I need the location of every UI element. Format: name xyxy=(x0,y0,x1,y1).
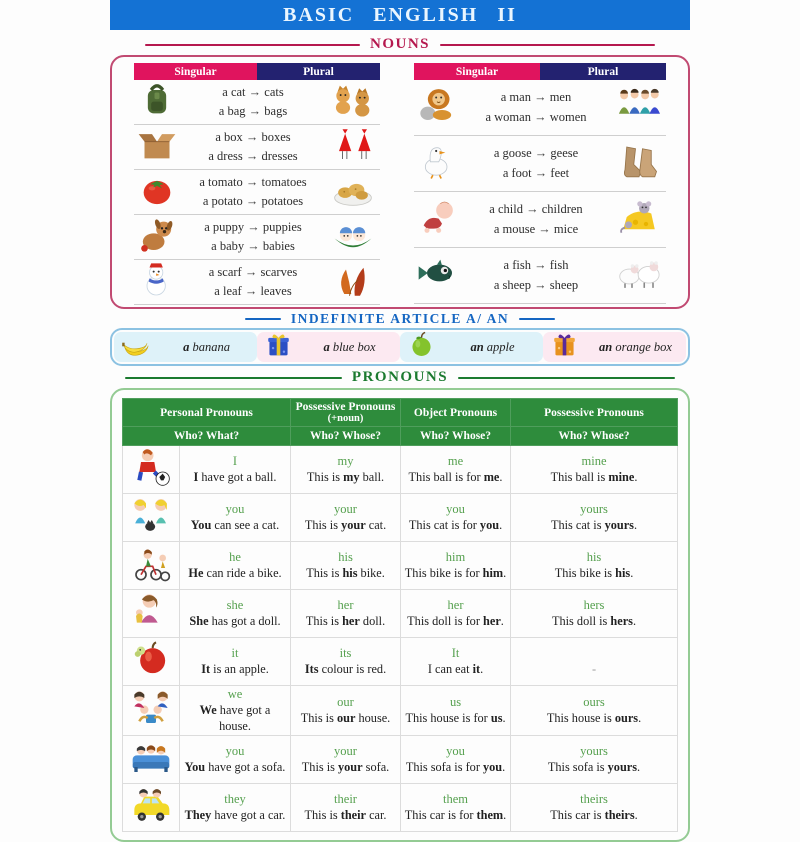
arrow-icon: → xyxy=(534,165,548,180)
pronoun-sentence: This car is theirs. xyxy=(550,808,638,822)
pronoun-word: their xyxy=(334,792,357,806)
two-cats-icon xyxy=(328,79,378,126)
arrow-icon: → xyxy=(248,104,262,118)
noun-pair-line: a sheep → sheep xyxy=(493,277,579,292)
pronoun-row xyxy=(123,542,678,590)
pronoun-cell xyxy=(291,590,401,638)
pronoun-sentence: We have got a house. xyxy=(199,703,271,733)
arrow-icon: → xyxy=(526,202,539,217)
kids-on-bikes-icon xyxy=(128,570,174,587)
noun-row-icon-wrap xyxy=(414,253,460,298)
divider-line xyxy=(440,44,655,46)
noun-row-icon-wrap xyxy=(134,125,180,170)
pronoun-word: his xyxy=(338,550,353,564)
arrow-icon: → xyxy=(244,264,258,279)
pronoun-cell xyxy=(401,784,511,832)
pronoun-row xyxy=(123,590,678,638)
article-example-icon-wrap xyxy=(400,330,442,364)
pronoun-word: they xyxy=(224,792,246,806)
noun-pair-text xyxy=(180,263,326,302)
pronoun-sentence: This ball is mine. xyxy=(550,470,638,484)
noun-row-icon-wrap xyxy=(414,85,460,130)
pronoun-sentence: This doll is for her. xyxy=(407,614,504,628)
noun-row xyxy=(414,192,666,248)
pronoun-word: hers xyxy=(583,598,605,612)
arrow-icon: → xyxy=(245,149,259,163)
pronoun-word: it xyxy=(231,646,239,660)
arrow-icon: → xyxy=(244,284,258,298)
noun-pair-line: a woman → women xyxy=(485,109,587,124)
pronoun-sentence: You have got a sofa. xyxy=(184,760,286,774)
bananas-icon xyxy=(121,330,150,364)
noun-row-icon-wrap xyxy=(414,141,460,186)
pronoun-sentence: They have got a car. xyxy=(184,808,286,822)
article-example-label: a blue box xyxy=(323,339,376,354)
plural-column-header: Plural xyxy=(540,63,666,80)
pronoun-word: yours xyxy=(580,744,608,758)
tomato-icon xyxy=(137,170,177,215)
girls-with-cat-icon xyxy=(128,522,174,539)
divider-line xyxy=(245,318,281,320)
noun-pair-line: a foot → feet xyxy=(502,165,570,180)
pronoun-row xyxy=(123,736,678,784)
pronouns-box xyxy=(110,388,690,842)
pronoun-sentence: This bike is his. xyxy=(554,566,634,580)
arrow-icon: → xyxy=(534,258,547,273)
noun-pair-text xyxy=(180,83,326,122)
pronoun-sentence: This is our house. xyxy=(300,711,391,725)
pronoun-cell xyxy=(511,736,678,784)
noun-pair-line: a tomato → tomatoes xyxy=(199,174,307,189)
pronoun-word: its xyxy=(339,646,352,660)
pronoun-cell xyxy=(291,542,401,590)
noun-pair-line: a leaf → leaves xyxy=(214,284,292,298)
nouns-title: NOUNS xyxy=(370,36,431,52)
noun-pair-text xyxy=(460,200,612,239)
pronouns-table xyxy=(122,398,678,832)
pronoun-word: us xyxy=(449,695,462,709)
pronoun-sentence: This is your cat. xyxy=(304,518,387,532)
noun-pair-text xyxy=(460,256,612,295)
arrow-icon: → xyxy=(534,146,548,161)
arrow-icon: → xyxy=(245,174,259,189)
pronoun-cell xyxy=(180,686,291,736)
mice-cheese-icon xyxy=(614,196,664,243)
pronoun-sentence: I can eat it. xyxy=(427,662,484,676)
article-example-label: an orange box xyxy=(599,339,672,354)
cardboard-box-icon xyxy=(137,125,177,170)
divider-line xyxy=(125,377,342,379)
babies-peapod-icon xyxy=(328,214,378,261)
pronoun-cell xyxy=(511,590,678,638)
family-on-sofa-icon xyxy=(128,764,174,781)
pronoun-sentence: This house is for us. xyxy=(405,711,506,725)
pronoun-sentence: You can see a cat. xyxy=(190,518,280,532)
noun-row-icon-wrap xyxy=(414,197,460,242)
noun-pair-line: a goose → geese xyxy=(493,146,579,161)
two-dresses-icon xyxy=(328,124,378,171)
pronoun-sentence: This is their car. xyxy=(304,808,387,822)
pronoun-word: you xyxy=(446,502,465,516)
two-sheep-icon xyxy=(614,252,664,299)
pronoun-cell xyxy=(511,638,678,686)
noun-row-image-wrap xyxy=(326,259,380,306)
column-header-personal: Personal Pronouns xyxy=(123,399,291,427)
pronoun-word: our xyxy=(337,695,354,709)
singular-column-header: Singular xyxy=(414,63,540,80)
pronoun-cell xyxy=(401,590,511,638)
girl-with-doll-icon xyxy=(128,618,174,635)
noun-pair-text xyxy=(180,173,326,212)
pronoun-cell xyxy=(511,686,678,736)
noun-row-icon-wrap xyxy=(134,170,180,215)
pronoun-word xyxy=(514,646,674,661)
pronoun-row-image-cell xyxy=(123,542,180,590)
boots-icon xyxy=(614,140,664,187)
pronoun-cell xyxy=(291,784,401,832)
pronoun-row xyxy=(123,494,678,542)
arrow-icon: → xyxy=(245,194,259,208)
noun-row-image-wrap xyxy=(326,124,380,171)
pronoun-word: ours xyxy=(583,695,605,709)
pronoun-word: yours xyxy=(580,502,608,516)
noun-row xyxy=(134,125,380,170)
noun-pair-line: a baby → babies xyxy=(211,239,295,253)
article-example-icon-wrap xyxy=(257,330,299,364)
pronoun-sentence: This is his bike. xyxy=(306,566,385,580)
pronoun-cell xyxy=(291,494,401,542)
subheader-who-what: Who? What? xyxy=(123,427,291,446)
pronoun-word: we xyxy=(227,687,243,701)
column-header-possessive-noun: Possessive Pronouns (+noun) xyxy=(291,399,401,427)
pronoun-cell xyxy=(511,784,678,832)
pronoun-word: them xyxy=(443,792,469,806)
pronoun-sentence: This ball is for me. xyxy=(408,470,503,484)
subheader-who-whose: Who? Whose? xyxy=(401,427,511,446)
pronoun-cell xyxy=(291,638,401,686)
singular-column-header: Singular xyxy=(134,63,257,80)
pronoun-sentence: This is her doll. xyxy=(305,614,386,628)
pronoun-sentence: This house is ours. xyxy=(546,711,642,725)
divider-line xyxy=(519,318,555,320)
pronoun-sentence: It is an apple. xyxy=(201,662,269,676)
pronoun-cell xyxy=(180,736,291,784)
pronoun-row xyxy=(123,686,678,736)
pronoun-cell xyxy=(291,446,401,494)
pronoun-word: theirs xyxy=(580,792,608,806)
pronoun-word: I xyxy=(232,454,238,468)
noun-pair-line: a cat → cats xyxy=(222,84,284,99)
autumn-leaves-icon xyxy=(328,259,378,306)
pronoun-cell xyxy=(180,784,291,832)
orange-gift-box-icon xyxy=(550,330,579,364)
arrow-icon: → xyxy=(538,221,551,236)
noun-pair-line: a puppy → puppies xyxy=(204,219,302,234)
noun-row xyxy=(134,80,380,125)
pronoun-row-image-cell xyxy=(123,446,180,494)
noun-pair-text xyxy=(180,218,326,257)
article-example-icon-wrap xyxy=(114,330,156,364)
arrow-icon: → xyxy=(534,277,547,292)
crawling-baby-icon xyxy=(417,197,457,242)
nouns-table-left xyxy=(134,63,380,305)
pronoun-row-image-cell xyxy=(123,590,180,638)
nouns-table-header xyxy=(134,63,380,80)
pronoun-cell xyxy=(401,542,511,590)
pronoun-word: your xyxy=(334,744,357,758)
pronouns-section-header xyxy=(125,369,675,386)
pronoun-sentence: She has got a doll. xyxy=(189,614,281,628)
noun-pair-text xyxy=(460,88,612,127)
pronoun-sentence: This doll is hers. xyxy=(551,614,637,628)
noun-pair-text xyxy=(460,144,612,183)
pronoun-sentence: I have got a ball. xyxy=(193,470,277,484)
pronoun-word: you xyxy=(446,744,465,758)
pronoun-row xyxy=(123,446,678,494)
column-header-possessive: Possessive Pronouns xyxy=(511,399,678,427)
pronoun-row-image-cell xyxy=(123,494,180,542)
pronoun-row-image-cell xyxy=(123,638,180,686)
puppy-icon xyxy=(137,215,177,260)
noun-pair-line: a box → boxes xyxy=(215,129,291,144)
pronoun-word: you xyxy=(225,744,245,758)
pronoun-word: him xyxy=(445,550,466,564)
noun-row xyxy=(134,260,380,305)
pronoun-sentence: This car is for them. xyxy=(404,808,507,822)
arrow-icon: → xyxy=(534,90,547,105)
noun-pair-line: a bag → bags xyxy=(218,104,288,118)
blue-gift-box-icon xyxy=(264,330,293,364)
nouns-section-header xyxy=(145,36,655,53)
poster-sheet xyxy=(110,0,690,842)
article-section-header xyxy=(245,311,555,327)
pronoun-row xyxy=(123,638,678,686)
noun-pair-line: a dress → dresses xyxy=(208,149,298,163)
article-example xyxy=(114,332,257,362)
pronoun-cell xyxy=(401,494,511,542)
noun-row-image-wrap xyxy=(326,214,380,261)
family-group-icon xyxy=(128,715,174,732)
noun-pair-line: a child → children xyxy=(489,202,583,217)
page-title: BASIC ENGLISH II xyxy=(110,0,690,30)
apple-with-worm-icon xyxy=(128,666,174,683)
pronoun-cell xyxy=(180,638,291,686)
noun-pair-line: a scarf → scarves xyxy=(208,264,298,279)
potato-plate-icon xyxy=(328,169,378,216)
lion-icon xyxy=(417,85,457,130)
pronoun-cell xyxy=(180,542,291,590)
noun-row-icon-wrap xyxy=(134,215,180,260)
pronoun-cell xyxy=(291,736,401,784)
fish-icon xyxy=(417,253,457,298)
pronoun-word: she xyxy=(226,598,244,612)
divider-line xyxy=(458,377,675,379)
pronoun-word: mine xyxy=(581,454,607,468)
noun-row-image-wrap xyxy=(612,84,666,131)
pronoun-word: It xyxy=(451,646,460,660)
pronoun-cell xyxy=(511,542,678,590)
pronoun-word: his xyxy=(586,550,602,564)
arrow-icon: → xyxy=(248,84,262,99)
pronoun-cell xyxy=(291,686,401,736)
pronoun-cell xyxy=(511,494,678,542)
pronoun-row-image-cell xyxy=(123,784,180,832)
noun-row-icon-wrap xyxy=(134,260,180,305)
arrow-icon: → xyxy=(247,219,260,234)
pronoun-cell xyxy=(401,736,511,784)
noun-row-image-wrap xyxy=(326,79,380,126)
noun-row xyxy=(414,80,666,136)
pronoun-word: your xyxy=(334,502,357,516)
noun-row-image-wrap xyxy=(612,140,666,187)
article-example xyxy=(400,332,543,362)
noun-pair-line: a man → men xyxy=(500,90,572,105)
goose-icon xyxy=(417,141,457,186)
subheader-who-whose: Who? Whose? xyxy=(511,427,678,446)
pronoun-word: her xyxy=(447,598,464,612)
arrow-icon: → xyxy=(534,109,547,124)
pronoun-word: he xyxy=(229,550,241,564)
pronoun-sentence: This cat is for you. xyxy=(408,518,503,532)
pronoun-word: you xyxy=(225,502,245,516)
nouns-table-header xyxy=(414,63,666,80)
pronoun-row xyxy=(123,784,678,832)
column-header-object: Object Pronouns xyxy=(401,399,511,427)
noun-row-image-wrap xyxy=(612,196,666,243)
article-example-label: an apple xyxy=(470,339,515,354)
noun-row xyxy=(414,136,666,192)
noun-row xyxy=(134,170,380,215)
plural-column-header: Plural xyxy=(257,63,380,80)
noun-pair-text xyxy=(180,128,326,167)
pronoun-sentence: This is your sofa. xyxy=(301,760,390,774)
four-women-icon xyxy=(614,84,664,131)
boy-with-ball-icon xyxy=(128,474,174,491)
pronoun-sentence: Its colour is red. xyxy=(304,662,387,676)
article-example xyxy=(543,332,686,362)
noun-row xyxy=(414,248,666,304)
noun-pair-line: a mouse → mice xyxy=(493,221,579,236)
pronoun-sentence: This cat is yours. xyxy=(550,518,638,532)
family-in-car-icon xyxy=(128,812,174,829)
nouns-table-right xyxy=(414,63,666,305)
noun-row xyxy=(134,215,380,260)
pronoun-row-image-cell xyxy=(123,736,180,784)
pronoun-cell xyxy=(401,638,511,686)
noun-pair-line: a potato → potatoes xyxy=(202,194,304,208)
divider-line xyxy=(145,44,360,46)
snowman-icon xyxy=(137,260,177,305)
pronoun-sentence: He can ride a bike. xyxy=(188,566,282,580)
pronoun-cell xyxy=(401,446,511,494)
pronoun-cell xyxy=(401,686,511,736)
article-example xyxy=(257,332,400,362)
pronoun-word: her xyxy=(337,598,354,612)
pronouns-title: PRONOUNS xyxy=(351,369,449,385)
pronoun-word: my xyxy=(337,454,354,468)
arrow-icon: → xyxy=(245,129,259,144)
pronoun-sentence: This sofa is for you. xyxy=(405,760,506,774)
arrow-icon: → xyxy=(247,239,260,253)
noun-row-image-wrap xyxy=(326,169,380,216)
noun-row-image-wrap xyxy=(612,252,666,299)
article-example-label: a banana xyxy=(183,339,230,354)
noun-pair-line: a fish → fish xyxy=(503,258,569,273)
pronoun-cell xyxy=(180,590,291,638)
nouns-box xyxy=(110,55,690,309)
pronoun-row-image-cell xyxy=(123,686,180,736)
article-example-icon-wrap xyxy=(543,330,585,364)
pronoun-cell xyxy=(180,494,291,542)
pronoun-cell xyxy=(511,446,678,494)
pronoun-sentence: - xyxy=(591,662,597,676)
backpack-icon xyxy=(137,80,177,125)
pronoun-sentence: This sofa is yours. xyxy=(547,760,641,774)
article-title: INDEFINITE ARTICLE A/ AN xyxy=(290,311,510,326)
pronoun-sentence: This is my ball. xyxy=(306,470,385,484)
subheader-who-whose: Who? Whose? xyxy=(291,427,401,446)
article-box xyxy=(110,328,690,366)
pronoun-sentence: This bike is for him. xyxy=(404,566,507,580)
pronoun-cell xyxy=(180,446,291,494)
noun-row-icon-wrap xyxy=(134,80,180,125)
green-apple-icon xyxy=(407,330,436,364)
pronoun-word: me xyxy=(447,454,464,468)
